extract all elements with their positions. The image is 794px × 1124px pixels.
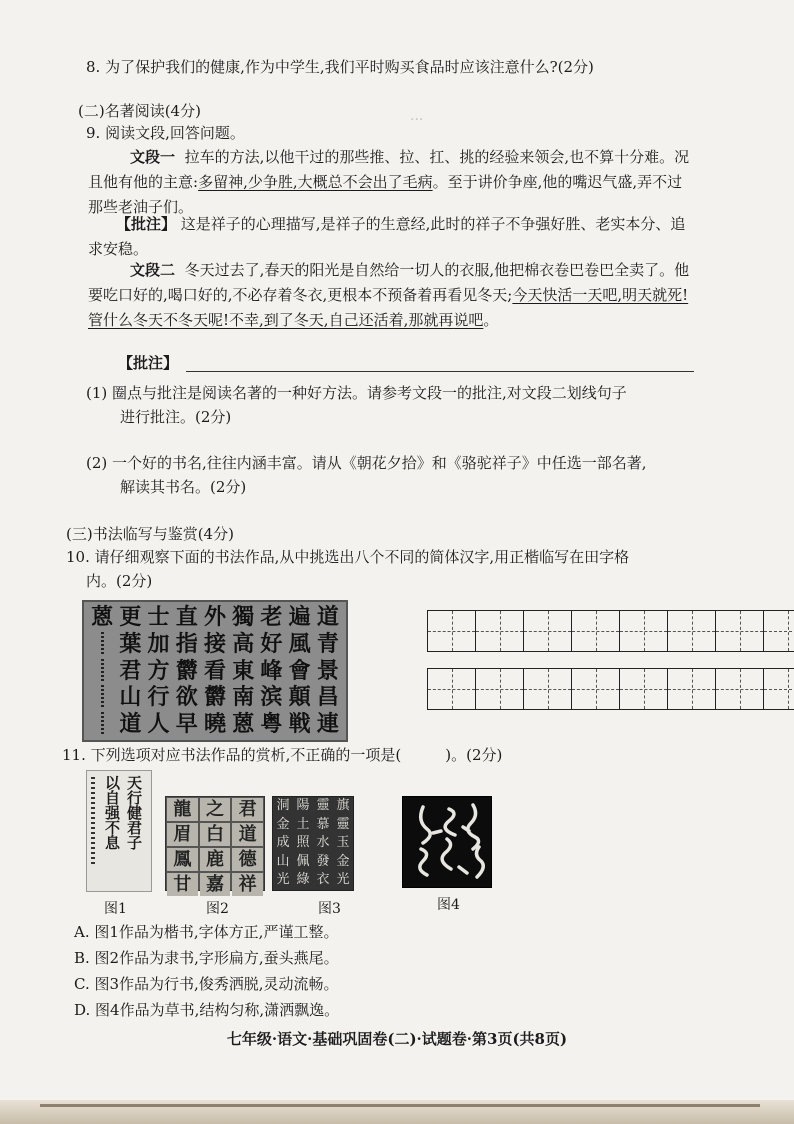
tianzige-cell[interactable] [428,669,476,709]
calligraphy-char: 道 [316,604,339,630]
calligraphy-char: 蒽 [91,604,114,630]
sub-question-2-number: (2) [86,454,108,472]
calligraphy-char: 南 [232,684,255,711]
annotation-2-answer-line[interactable] [186,370,694,372]
calligraphy-sample [82,600,348,742]
option-d[interactable]: D. 图4作品为草书,结构匀称,潇洒飘逸。 [74,1001,340,1019]
section-2-title: (二)名著阅读(4分) [78,102,201,120]
question-8: 8. 为了保护我们的健康,作为中学生,我们平时购买食品时应该注意什么?(2分) [86,58,594,76]
calligraphy-char: 欲 [175,684,198,711]
calligraphy-char: 東 [232,657,255,684]
figure-3-char: 靈 [316,798,330,813]
calligraphy-char: 連 [316,711,339,738]
figure-3-char: 慕 [316,816,330,832]
calligraphy-char: 峰 [260,657,283,684]
calligraphy-char: 士 [147,604,170,630]
tianzige-cell[interactable] [716,669,764,709]
question-11 [62,744,502,766]
calligraphy-char: 老 [260,604,283,630]
figure-3-char: 水 [316,835,330,851]
figure-3-char: 光 [336,872,350,888]
calligraphy-char: 山 [119,684,142,711]
tianzige-cell[interactable] [764,611,794,651]
calligraphy-char: 欝 [203,684,226,711]
calligraphy-char: 人 [147,711,170,738]
figure-3-char: 土 [296,816,310,832]
option-a[interactable]: A. 图1作品为楷书,字体方正,严谨工整。 [74,923,339,941]
calligraphy-char: 曉 [203,711,226,738]
figure-2-char: 鹿 [200,848,231,871]
passage-2-text-b: 。 [483,311,499,329]
passage-1-text-a: 拉车的方法,以他干过的那些推、拉、扛、挑的经验来领会,也不算十分难。况且他有他的主意: [88,148,690,191]
calligraphy-char: 欝 [175,657,198,684]
figure-3-char: 山 [276,853,290,869]
figure-2-char: 眉 [167,823,198,846]
sub-question-1 [86,382,627,404]
figure-2-lishu [165,796,265,895]
figure-4-label: 图4 [437,897,460,913]
annotation-1 [88,212,693,262]
figure-2-char: 龍 [167,798,198,821]
annotation-1-text: 这是祥子的心理描写,是祥子的生意经,此时的祥子不争强好胜、老实本分、追求安稳。 [88,215,686,258]
figure-2-char: 祥 [232,873,263,896]
section-3-title: (三)书法临写与鉴赏(4分) [66,525,234,543]
figure-3-char: 成 [276,835,290,851]
figure-1-label: 图1 [104,901,127,917]
question-9-stem: 9. 阅读文段,回答问题。 [86,124,245,142]
option-b[interactable]: B. 图2作品为隶书,字形扁方,蚕头燕尾。 [74,949,339,967]
figure-3-char: 照 [296,835,310,851]
figure-2-char: 道 [232,823,263,846]
calligraphy-colophon-cell [88,631,116,658]
figure-3-char: 金 [336,853,350,869]
tianzige-cell[interactable] [620,669,668,709]
tianzige-cell[interactable] [428,611,476,651]
question-11-stem-a: 11. 下列选项对应书法作品的赏析,不正确的一项是( [62,746,402,764]
figure-1-column-2: 以自强不息 [103,775,121,850]
sub-question-1-line-1: 圈点与批注是阅读名著的一种好方法。请参考文段一的批注,对文段二划线句子 [112,384,627,402]
tianzige-cell[interactable] [524,669,572,709]
calligraphy-char: 葉 [119,630,142,657]
passage-2-underlined-1: 今天快活一天吧,明天就死!管什么冬天不冬天呢!不幸,到了冬天,自己还活着,那就再 [88,286,689,329]
tianzige-cell[interactable] [476,669,524,709]
figure-4-cursive-strokes [403,797,491,887]
calligraphy-char: 方 [147,657,170,684]
figure-3-char: 洞 [276,798,290,813]
calligraphy-char: 接 [203,630,226,657]
calligraphy-char: 會 [288,657,311,684]
calligraphy-char: 直 [175,604,198,630]
figure-1-column-1: 天行健君子 [125,775,143,850]
calligraphy-char: 粤 [260,711,283,738]
calligraphy-char: 顛 [288,684,311,711]
calligraphy-char: 看 [203,657,226,684]
tianzige-cell[interactable] [572,669,620,709]
passage-2-label: 文段二 [130,261,176,279]
sub-question-1-number: (1) [86,384,108,402]
passage-2-underlined-2: 说吧 [453,311,484,329]
passage-2 [88,258,693,333]
tianzige-cell[interactable] [764,669,794,709]
option-c[interactable]: C. 图3作品为行书,俊秀洒脱,灵动流畅。 [74,975,339,993]
calligraphy-char: 獨 [232,604,255,630]
passage-1-label: 文段一 [130,148,176,166]
figure-3-xingshu [272,796,354,891]
sub-question-2 [86,452,647,474]
calligraphy-char: 高 [232,630,255,657]
figure-3-char: 玉 [336,835,350,851]
figure-3-label: 图3 [318,901,341,917]
page-footer: 七年级·语文·基础巩固卷(二)·试题卷·第3页(共8页) [226,1030,568,1048]
calligraphy-char: 滨 [260,684,283,711]
sub-question-2-line-2: 解读其书名。(2分) [120,478,247,496]
tianzige-cell[interactable] [572,611,620,651]
figure-2-label: 图2 [206,901,229,917]
calligraphy-char: 外 [203,604,226,630]
calligraphy-char: 指 [175,630,198,657]
calligraphy-char: 好 [260,630,283,657]
tianzige-row-1[interactable] [427,610,794,652]
sub-question-1-line-2: 进行批注。(2分) [120,408,232,426]
figure-2-char: 之 [200,798,231,821]
calligraphy-char: 蒽 [232,711,255,738]
calligraphy-characters [84,602,346,740]
tianzige-cell[interactable] [716,611,764,651]
calligraphy-colophon-cell [88,658,116,685]
calligraphy-char: 早 [175,711,198,738]
figure-3-char: 靈 [336,816,350,832]
figure-4-caoshu [402,796,492,888]
passage-1-text-b: 。至于讲价争座,他的嘴迟气盛,弄不过那些老油子们。 [88,173,683,216]
calligraphy-char: 君 [119,657,142,684]
figure-2-char: 甘 [167,873,198,896]
calligraphy-char: 青 [316,630,339,657]
tianzige-row-2[interactable] [427,668,794,710]
figure-3-char: 發 [316,853,330,869]
calligraphy-char: 遍 [288,604,311,630]
tianzige-cell[interactable] [476,611,524,651]
bleed-through: ··· [410,112,424,128]
passage-1 [88,145,693,220]
figure-3-char: 衣 [316,872,330,888]
tianzige-cell[interactable] [524,611,572,651]
figure-1-inscription [91,777,95,867]
figure-2-char: 嘉 [200,873,231,896]
figure-3-char: 綠 [296,872,310,888]
tianzige-cell[interactable] [668,669,716,709]
annotation-1-label: 【批注】 [116,215,177,233]
figure-3-char: 光 [276,872,290,888]
figure-1-kaishu [86,770,152,892]
calligraphy-char: 風 [288,630,311,657]
calligraphy-char: 景 [316,657,339,684]
figure-2-char: 鳳 [167,848,198,871]
question-10-line-1: 10. 请仔细观察下面的书法作品,从中挑选出八个不同的简体汉字,用正楷临写在田字格 [66,548,630,566]
calligraphy-char: 昌 [316,684,339,711]
figure-3-char: 金 [276,816,290,832]
calligraphy-colophon-cell [88,711,116,738]
passage-2-text-a: 冬天过去了,春天的阳光是自然给一切人的衣服,他把棉衣卷巴卷巴全卖了。他要吃口好的,喝口好的,不必存着冬衣,更根本不预备着再看见冬天; [88,261,690,304]
calligraphy-char: 道 [119,711,142,738]
tianzige-cell[interactable] [668,611,716,651]
sub-question-2-line-1: 一个好的书名,往往内涵丰富。请从《朝花夕拾》和《骆驼祥子》中任选一部名著, [112,454,647,472]
calligraphy-char: 加 [147,630,170,657]
question-10-line-2: 内。(2分) [86,572,153,590]
annotation-2-label: 【批注】 [118,354,179,372]
passage-1-underlined: 多留神,少争胜,大概总不会出了毛病 [198,173,433,191]
calligraphy-char: 更 [119,604,142,630]
figure-2-char: 君 [232,798,263,821]
calligraphy-colophon-cell [88,684,116,711]
scan-edge-line [40,1104,760,1107]
tianzige-cell[interactable] [620,611,668,651]
figure-2-char: 德 [232,848,263,871]
figure-3-char: 佩 [296,853,310,869]
question-11-stem-b: )。(2分) [445,746,503,764]
figure-3-char: 旗 [336,798,350,813]
calligraphy-char: 行 [147,684,170,711]
figure-2-char: 白 [200,823,231,846]
figure-3-char: 陽 [296,798,310,813]
calligraphy-char: 戦 [288,711,311,738]
